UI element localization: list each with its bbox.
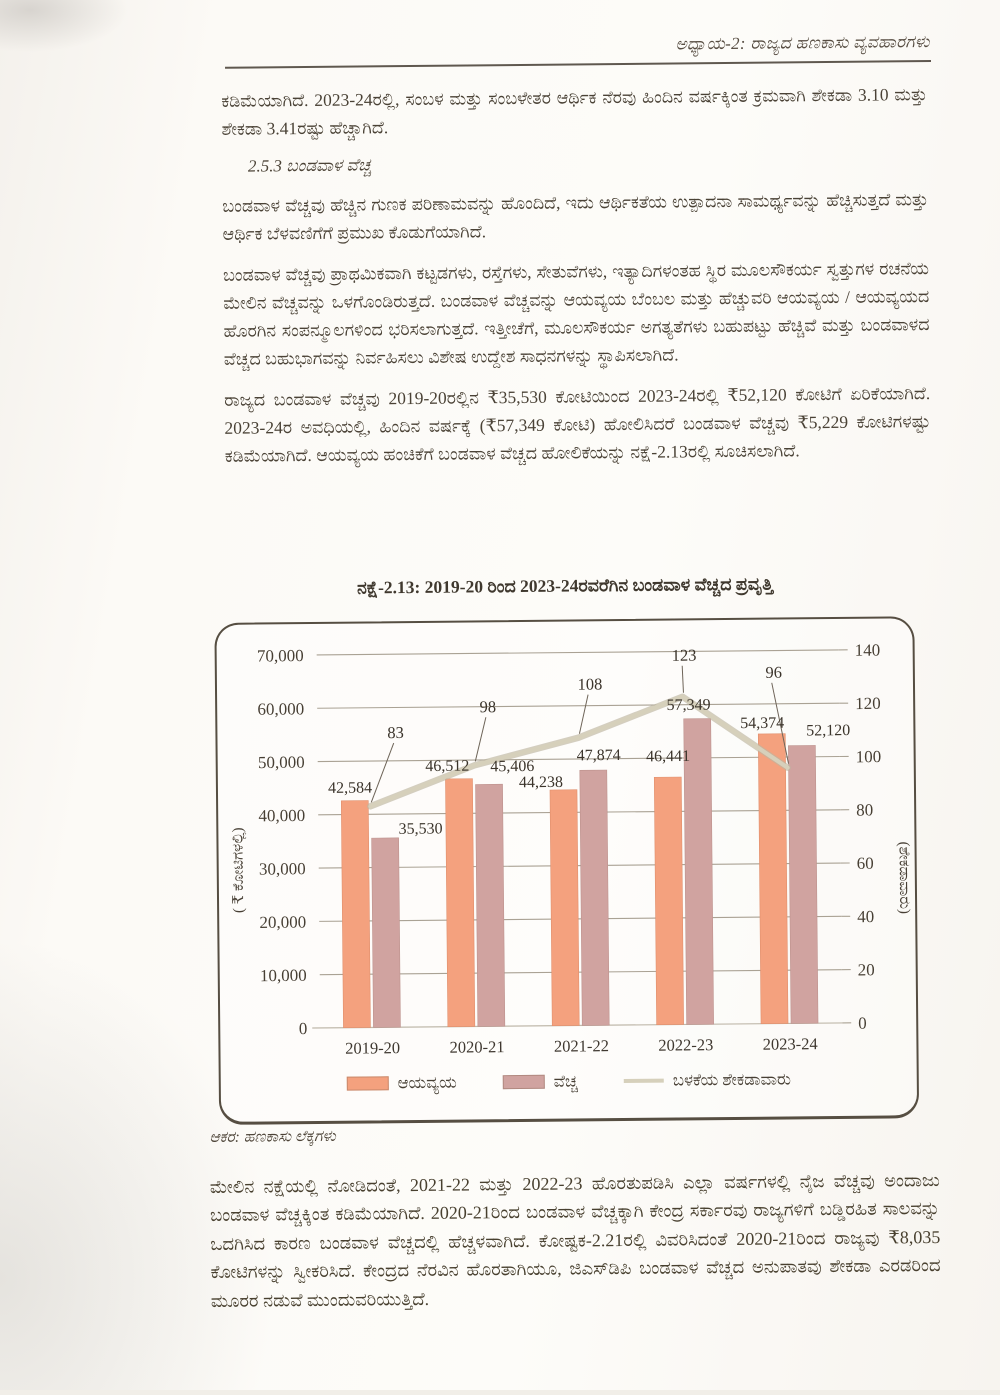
legend-label-utilisation: ಬಳಕೆಯ ಶೇಕಡಾವಾರು [673,1069,791,1090]
capital-expenditure-chart [216,618,916,1071]
svg-text:40: 40 [857,907,874,926]
legend-item-budget [347,1073,457,1094]
legend-item-utilisation [624,1069,791,1091]
svg-text:46,512: 46,512 [425,758,469,775]
legend-label-expenditure: ವೆಚ್ಚ [554,1071,578,1091]
figure-box [214,616,919,1125]
svg-text:120: 120 [855,694,881,713]
svg-text:2021-22: 2021-22 [554,1036,609,1056]
legend-item-expenditure [503,1071,578,1092]
budget-swatch-icon [347,1076,389,1090]
paragraph-capex-figures: ರಾಜ್ಯದ ಬಂಡವಾಳ ವೆಚ್ಚವು 2019-20ರಲ್ಲಿನ ₹35,530 ಕೋಟಿಯಿಂದ 2023-24ರಲ್ಲಿ ₹52,120 ಕೋಟಿಗೆ ಏರಿಕೆಯಾಗಿದೆ. 2023-24ರ ಅವಧಿಯಲ್ಲಿ, ಹಿಂದಿನ ವರ್ಷಕ್ಕೆ (₹57,349 ಕೋಟಿ) ಹೋಲಿಸಿದರೆ ಬಂಡವಾಳ ವೆಚ್ಚವು ₹5,229 ಕೋಟಿಗಳಷ್ಟು ಕಡಿಮೆಯಾಗಿದೆ. ಆಯವ್ಯಯ ಹಂಚಿಕೆಗೆ ಬಂಡವಾಳ ವೆಚ್ಚದ ಹೋಲಿಕೆಯನ್ನು ನಕ್ಷೆ-2.13ರಲ್ಲಿ ಸೂಚಿಸಲಾಗಿದೆ. [224,379,931,470]
section-heading-2-5-3: 2.5.3 ಬಂಡವಾಳ ವೆಚ್ಚ [248,150,928,177]
chart-legend [221,1068,917,1095]
svg-text:10,000: 10,000 [260,966,307,985]
svg-text:140: 140 [855,641,881,660]
svg-text:45,406: 45,406 [490,758,534,775]
figure-source: ಆಕರ: ಹಣಕಾಸು ಲೆಕ್ಕಗಳು [209,1128,336,1147]
paragraph-conclusion: ಮೇಲಿನ ನಕ್ಷೆಯಲ್ಲಿ ನೋಡಿದಂತೆ, 2021-22 ಮತ್ತು 2022-23 ಹೊರತುಪಡಿಸಿ ಎಲ್ಲಾ ವರ್ಷಗಳಲ್ಲಿ ನೈಜ ವೆಚ್ಚವು ಅಂದಾಜು ಬಂಡವಾಳ ವೆಚ್ಚಕ್ಕಿಂತ ಕಡಿಮೆಯಾಗಿದೆ. 2020-21ರಿಂದ ಬಂಡವಾಳ ವೆಚ್ಚಕ್ಕಾಗಿ ಕೇಂದ್ರ ಸರ್ಕಾರವು ರಾಜ್ಯಗಳಿಗೆ ಬಡ್ಡಿರಹಿತ ಸಾಲವನ್ನು ಒದಗಿಸಿದ ಕಾರಣ ಬಂಡವಾಳ ವೆಚ್ಚದಲ್ಲಿ ಹೆಚ್ಚಳವಾಗಿದೆ. ಕೋಷ್ಟಕ-2.21ರಲ್ಲಿ ವಿವರಿಸಿದಂತೆ 2020-21ರಿಂದ ರಾಜ್ಯವು ₹8,035 ಕೋಟಿಗಳನ್ನು ಸ್ವೀಕರಿಸಿದೆ. ಕೇಂದ್ರದ ನೆರವಿನ ಹೊರತಾಗಿಯೂ, ಜಿಎಸ್‌ಡಿಪಿ ಬಂಡವಾಳ ವೆಚ್ಚದ ಅನುಪಾತವು ಶೇಕಡಾ ಎರಡರಿಂದ ಮೂರರ ನಡುವೆ ಮುಂದುವರಿಯುತ್ತಿದೆ. [210,1166,941,1315]
svg-text:0: 0 [299,1019,308,1038]
chapter-header: ಅಧ್ಯಾಯ-2: ರಾಜ್ಯದ ಹಣಕಾಸು ವ್ಯವಹಾರಗಳು [225,32,930,59]
svg-text:2022-23: 2022-23 [658,1035,713,1055]
paragraph-infrastructure: ಬಂಡವಾಳ ವೆಚ್ಚವು ಪ್ರಾಥಮಿಕವಾಗಿ ಕಟ್ಟಡಗಳು, ರಸ್ತೆಗಳು, ಸೇತುವೆಗಳು, ಇತ್ಯಾದಿಗಳಂತಹ ಸ್ಥಿರ ಮೂಲಸೌಕರ್ಯ ಸ್ವತ್ತುಗಳ ರಚನೆಯ ಮೇಲಿನ ವೆಚ್ಚವನ್ನು ಒಳಗೊಂಡಿರುತ್ತದೆ. ಬಂಡವಾಳ ವೆಚ್ಚವನ್ನು ಆಯವ್ಯಯ ಬೆಂಬಲ ಮತ್ತು ಹೆಚ್ಚುವರಿ ಆಯವ್ಯಯ / ಆಯವ್ಯಯದ ಹೊರಗಿನ ಸಂಪನ್ಮೂಲಗಳಿಂದ ಭರಿಸಲಾಗುತ್ತದೆ. ಇತ್ತೀಚೆಗೆ, ಮೂಲಸೌಕರ್ಯ ಅಗತ್ಯತೆಗಳು ಬಹುಪಟ್ಟು ಹೆಚ್ಚಿವೆ ಮತ್ತು ಬಂಡವಾಳದ ವೆಚ್ಚದ ಬಹುಭಾಗವನ್ನು ನಿರ್ವಹಿಸಲು ವಿಶೇಷ ಉದ್ದೇಶ ಸಾಧನಗಳನ್ನು ಸ್ಥಾಪಿಸಲಾಗಿದೆ. [223,254,930,373]
svg-text:70,000: 70,000 [257,646,304,665]
svg-text:47,874: 47,874 [577,747,621,764]
header-divider [225,60,931,69]
svg-text:40,000: 40,000 [258,806,305,825]
svg-text:108: 108 [578,674,603,693]
svg-text:123: 123 [672,646,697,665]
svg-text:83: 83 [387,723,404,742]
svg-text:2020-21: 2020-21 [449,1037,504,1057]
svg-text:96: 96 [765,663,782,682]
expenditure-swatch-icon [503,1075,545,1089]
svg-text:42,584: 42,584 [328,780,372,797]
svg-text:80: 80 [856,800,873,819]
svg-text:2023-24: 2023-24 [763,1034,818,1054]
svg-text:20,000: 20,000 [259,912,306,931]
svg-text:2019-20: 2019-20 [345,1038,400,1058]
svg-text:50,000: 50,000 [258,753,305,772]
svg-text:57,349: 57,349 [666,697,710,714]
paragraph-salary-growth: ಕಡಿಮೆಯಾಗಿದೆ. 2023-24ರಲ್ಲಿ, ಸಂಬಳ ಮತ್ತು ಸಂಬಳೇತರ ಆರ್ಥಿಕ ನೆರವು ಹಿಂದಿನ ವರ್ಷಕ್ಕಿಂತ ಕ್ರಮವಾಗಿ ಶೇಕಡಾ 3.10 ಮತ್ತು ಶೇಕಡಾ 3.41ರಷ್ಟು ಹೆಚ್ಚಾಗಿದೆ. [221,80,928,143]
svg-text:60,000: 60,000 [257,699,304,718]
legend-label-budget: ಆಯವ್ಯಯ [398,1073,457,1094]
svg-text:54,374: 54,374 [740,715,784,732]
utilisation-line-swatch-icon [624,1079,664,1083]
svg-text:30,000: 30,000 [259,859,306,878]
svg-text:0: 0 [858,1014,867,1033]
svg-text:44,238: 44,238 [519,774,563,791]
svg-text:(ಶೇಕಡಾವಾರು): (ಶೇಕಡಾವಾರು) [895,842,912,915]
svg-text:100: 100 [856,747,882,766]
svg-text:46,441: 46,441 [646,748,690,765]
svg-text:52,120: 52,120 [806,722,850,739]
figure-title: ನಕ್ಷೆ-2.13: 2019-20 ರಿಂದ 2023-24ರವರೆಗಿನ ಬಂಡವಾಳ ವೆಚ್ಚದ ಪ್ರವೃತ್ತಿ [215,572,915,600]
svg-text:60: 60 [857,854,874,873]
paragraph-multiplier-effect: ಬಂಡವಾಳ ವೆಚ್ಚವು ಹೆಚ್ಚಿನ ಗುಣಕ ಪರಿಣಾಮವನ್ನು ಹೊಂದಿದೆ, ಇದು ಆರ್ಥಿಕತೆಯ ಉತ್ಪಾದನಾ ಸಾಮರ್ಥ್ಯವನ್ನು ಹೆಚ್ಚಿಸುತ್ತದೆ ಮತ್ತು ಆರ್ಥಿಕ ಬೆಳವಣಿಗೆಗೆ ಪ್ರಮುಖ ಕೊಡುಗೆಯಾಗಿದೆ. [222,185,929,248]
svg-text:( ₹ ಕೋಟಿಗಳಲ್ಲಿ): ( ₹ ಕೋಟಿಗಳಲ್ಲಿ) [230,827,247,913]
svg-text:35,530: 35,530 [398,820,442,837]
svg-text:20: 20 [858,960,875,979]
svg-text:98: 98 [479,697,496,716]
body-text-column [221,80,931,483]
